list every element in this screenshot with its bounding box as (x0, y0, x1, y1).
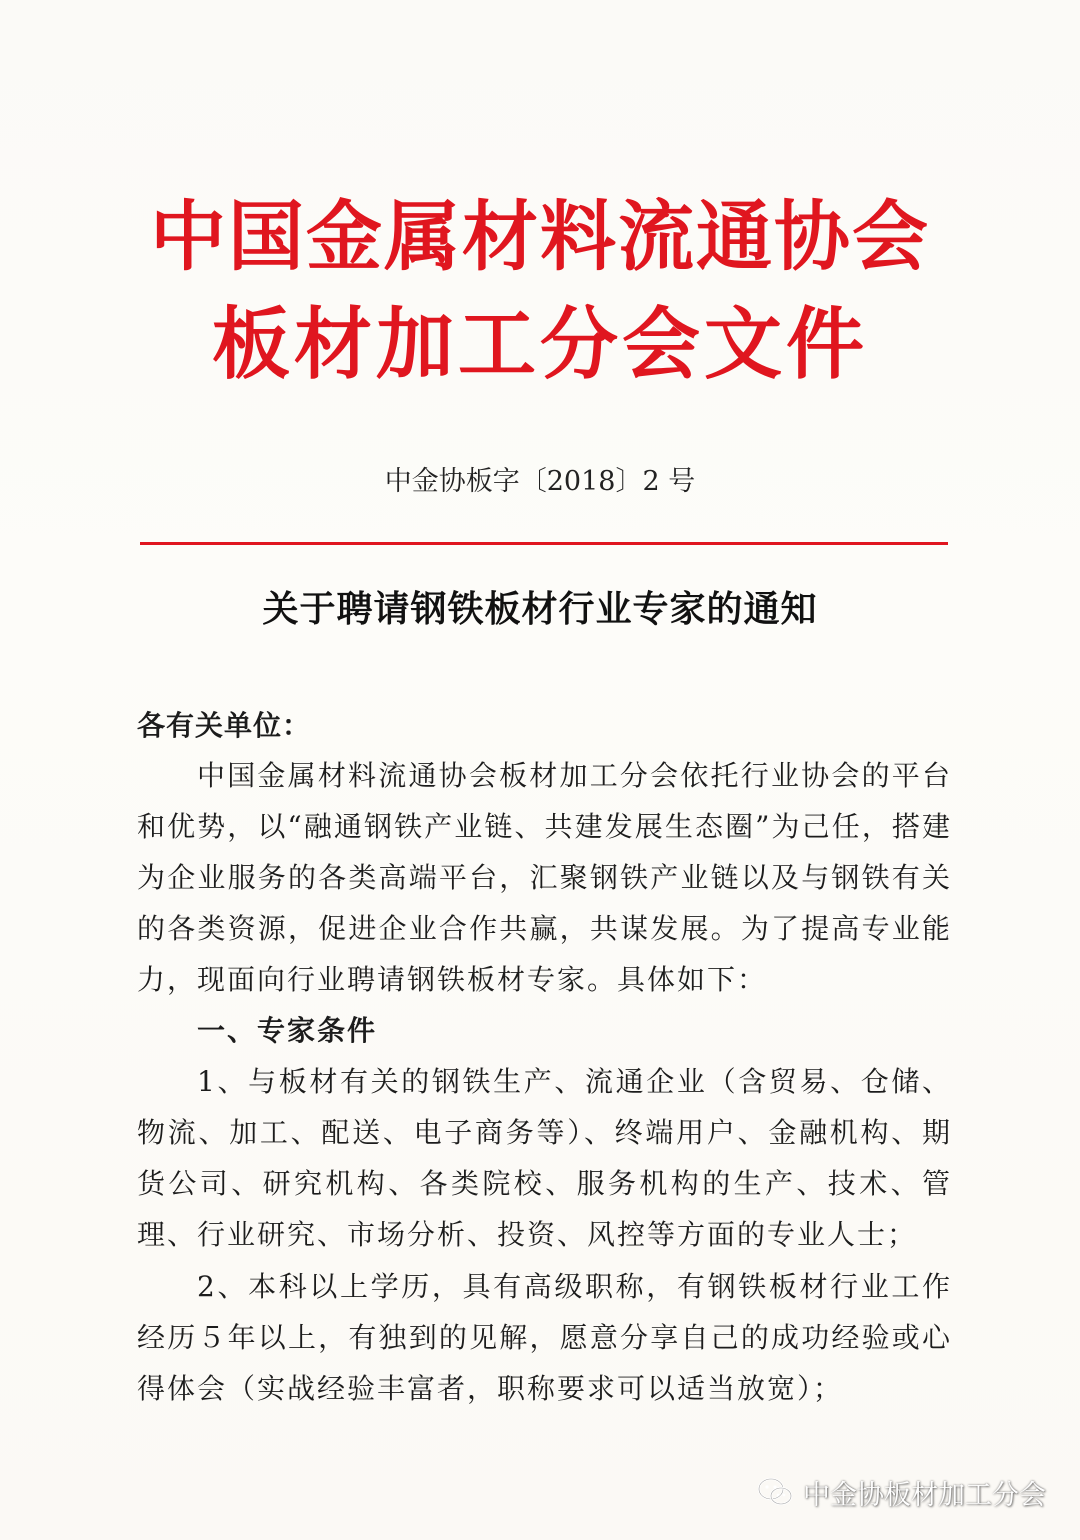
watermark-text: 中金协板材加工分会 (803, 1479, 1046, 1511)
header-title-line1: 中国金属材料流通协会 (150, 192, 930, 281)
wechat-icon (757, 1477, 793, 1507)
condition-item-1: 1、与板材有关的钢铁生产、流通企业（含贸易、仓储、物流、加工、配送、电子商务等）、终端用户、金融机构、期货公司、研究机构、各类院校、服务机构的生产、技术、管理、行业研究、市场分析、投资、风控等方面的专业人士； (137, 1065, 952, 1251)
red-divider (140, 542, 948, 545)
notice-title: 关于聘请钢铁板材行业专家的通知 (262, 589, 818, 630)
section-heading-expert-conditions: 一、专家条件 (197, 1014, 378, 1047)
intro-paragraph: 中国金属材料流通协会板材加工分会依托行业协会的平台和优势，以“融通钢铁产业链、共建发展生态圈”为己任，搭建为企业服务的各类高端平台，汇聚钢铁产业链以及与钢铁有关的各类资源，促进企业合作共赢，共谋发展。为了提高专业能力，现面向行业聘请钢铁板材专家。具体如下： (137, 759, 952, 996)
document-number: 中金协板字〔2018〕2 号 (384, 466, 696, 497)
wechat-watermark (757, 1472, 1046, 1512)
salutation: 各有关单位： (137, 709, 312, 742)
header-title-line2: 板材加工分会文件 (211, 300, 868, 390)
condition-item-2: 2、本科以上学历，具有高级职称，有钢铁板材行业工作经历５年以上，有独到的见解，愿意分享自己的成功经验或心得体会（实战经验丰富者，职称要求可以适当放宽）； (137, 1270, 952, 1405)
